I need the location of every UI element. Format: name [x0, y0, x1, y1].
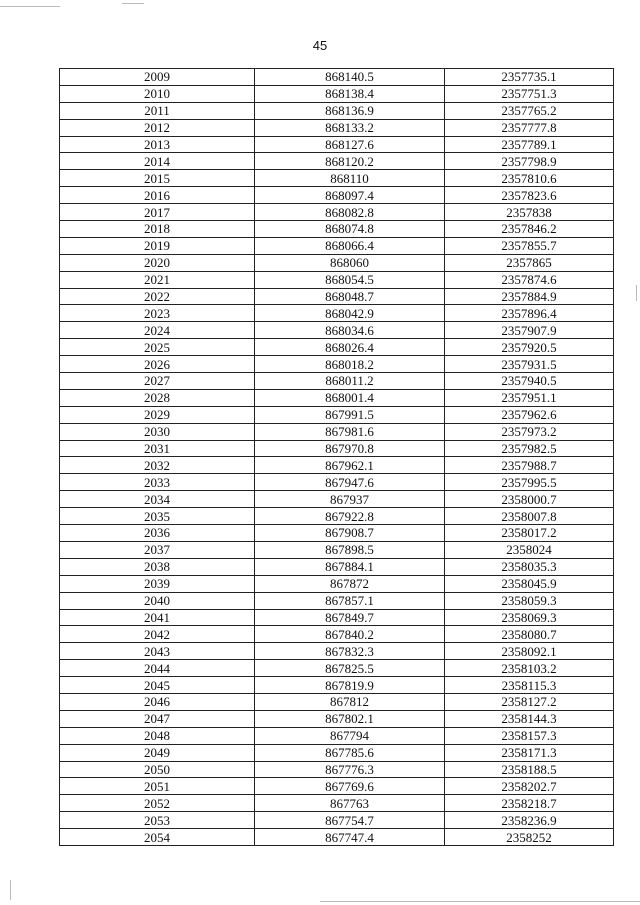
table-row: [60, 237, 614, 254]
table-row: [60, 339, 614, 356]
x-coordinate-cell: 867825.5: [255, 660, 445, 677]
table-row: [60, 795, 614, 812]
x-coordinate-cell: 868054.5: [255, 271, 445, 288]
point-number-cell: 2027: [60, 373, 255, 390]
table-row: [60, 322, 614, 339]
y-coordinate-cell: 2357896.4: [445, 305, 614, 322]
table-row: [60, 204, 614, 221]
table-row: [60, 102, 614, 119]
y-coordinate-cell: 2358035.3: [445, 558, 614, 575]
table-row: [60, 136, 614, 153]
point-number-cell: 2012: [60, 119, 255, 136]
x-coordinate-cell: 867754.7: [255, 812, 445, 829]
point-number-cell: 2054: [60, 829, 255, 846]
table-row: [60, 575, 614, 592]
point-number-cell: 2030: [60, 423, 255, 440]
y-coordinate-cell: 2358157.3: [445, 727, 614, 744]
table-row: [60, 609, 614, 626]
table-row: [60, 829, 614, 846]
table-row: [60, 69, 614, 86]
y-coordinate-cell: 2358017.2: [445, 525, 614, 542]
point-number-cell: 2026: [60, 356, 255, 373]
y-coordinate-cell: 2358115.3: [445, 677, 614, 694]
x-coordinate-cell: 868042.9: [255, 305, 445, 322]
point-number-cell: 2051: [60, 778, 255, 795]
table-row: [60, 744, 614, 761]
table-body: [60, 69, 614, 846]
y-coordinate-cell: 2358171.3: [445, 744, 614, 761]
x-coordinate-cell: 867898.5: [255, 541, 445, 558]
x-coordinate-cell: 867819.9: [255, 677, 445, 694]
x-coordinate-cell: 868048.7: [255, 288, 445, 305]
table-row: [60, 85, 614, 102]
y-coordinate-cell: 2357865: [445, 254, 614, 271]
x-coordinate-cell: 867884.1: [255, 558, 445, 575]
y-coordinate-cell: 2358080.7: [445, 626, 614, 643]
x-coordinate-cell: 867763: [255, 795, 445, 812]
x-coordinate-cell: 867849.7: [255, 609, 445, 626]
point-number-cell: 2049: [60, 744, 255, 761]
y-coordinate-cell: 2358188.5: [445, 761, 614, 778]
x-coordinate-cell: 868074.8: [255, 221, 445, 238]
point-number-cell: 2050: [60, 761, 255, 778]
table-row: [60, 254, 614, 271]
x-coordinate-cell: 867962.1: [255, 457, 445, 474]
table-row: [60, 643, 614, 660]
point-number-cell: 2046: [60, 693, 255, 710]
y-coordinate-cell: 2358069.3: [445, 609, 614, 626]
table-row: [60, 440, 614, 457]
table-row: [60, 660, 614, 677]
table-row: [60, 508, 614, 525]
y-coordinate-cell: 2357810.6: [445, 170, 614, 187]
x-coordinate-cell: 867991.5: [255, 406, 445, 423]
point-number-cell: 2024: [60, 322, 255, 339]
y-coordinate-cell: 2358127.2: [445, 693, 614, 710]
x-coordinate-cell: 867981.6: [255, 423, 445, 440]
point-number-cell: 2023: [60, 305, 255, 322]
y-coordinate-cell: 2357907.9: [445, 322, 614, 339]
scan-artifact-line: [636, 285, 637, 301]
x-coordinate-cell: 868011.2: [255, 373, 445, 390]
table-row: [60, 474, 614, 491]
table-row: [60, 778, 614, 795]
table-row: [60, 221, 614, 238]
y-coordinate-cell: 2357874.6: [445, 271, 614, 288]
point-number-cell: 2053: [60, 812, 255, 829]
x-coordinate-cell: 868097.4: [255, 187, 445, 204]
y-coordinate-cell: 2358103.2: [445, 660, 614, 677]
x-coordinate-cell: 868026.4: [255, 339, 445, 356]
y-coordinate-cell: 2357823.6: [445, 187, 614, 204]
y-coordinate-cell: 2358000.7: [445, 491, 614, 508]
table-row: [60, 541, 614, 558]
table-row: [60, 406, 614, 423]
x-coordinate-cell: 868120.2: [255, 153, 445, 170]
x-coordinate-cell: 868082.8: [255, 204, 445, 221]
point-number-cell: 2029: [60, 406, 255, 423]
y-coordinate-cell: 2357765.2: [445, 102, 614, 119]
y-coordinate-cell: 2357982.5: [445, 440, 614, 457]
y-coordinate-cell: 2357751.3: [445, 85, 614, 102]
point-number-cell: 2015: [60, 170, 255, 187]
table-row: [60, 423, 614, 440]
scan-artifact-line: [0, 6, 60, 7]
point-number-cell: 2039: [60, 575, 255, 592]
point-number-cell: 2013: [60, 136, 255, 153]
point-number-cell: 2044: [60, 660, 255, 677]
point-number-cell: 2038: [60, 558, 255, 575]
point-number-cell: 2034: [60, 491, 255, 508]
table-row: [60, 761, 614, 778]
point-number-cell: 2048: [60, 727, 255, 744]
x-coordinate-cell: 868001.4: [255, 389, 445, 406]
table-row: [60, 373, 614, 390]
table-row: [60, 119, 614, 136]
point-number-cell: 2052: [60, 795, 255, 812]
y-coordinate-cell: 2358236.9: [445, 812, 614, 829]
x-coordinate-cell: 868034.6: [255, 322, 445, 339]
x-coordinate-cell: 867812: [255, 693, 445, 710]
point-number-cell: 2032: [60, 457, 255, 474]
y-coordinate-cell: 2357962.6: [445, 406, 614, 423]
table-row: [60, 677, 614, 694]
table-row: [60, 305, 614, 322]
x-coordinate-cell: 867937: [255, 491, 445, 508]
table-row: [60, 491, 614, 508]
y-coordinate-cell: 2357855.7: [445, 237, 614, 254]
y-coordinate-cell: 2358059.3: [445, 592, 614, 609]
x-coordinate-cell: 867840.2: [255, 626, 445, 643]
table-row: [60, 626, 614, 643]
y-coordinate-cell: 2357846.2: [445, 221, 614, 238]
table-row: [60, 525, 614, 542]
x-coordinate-cell: 867785.6: [255, 744, 445, 761]
point-number-cell: 2021: [60, 271, 255, 288]
y-coordinate-cell: 2358202.7: [445, 778, 614, 795]
scan-artifact-line: [122, 3, 144, 4]
y-coordinate-cell: 2357777.8: [445, 119, 614, 136]
x-coordinate-cell: 867922.8: [255, 508, 445, 525]
y-coordinate-cell: 2358218.7: [445, 795, 614, 812]
x-coordinate-cell: 867908.7: [255, 525, 445, 542]
x-coordinate-cell: 867769.6: [255, 778, 445, 795]
y-coordinate-cell: 2357798.9: [445, 153, 614, 170]
x-coordinate-cell: 868060: [255, 254, 445, 271]
y-coordinate-cell: 2357988.7: [445, 457, 614, 474]
table-row: [60, 558, 614, 575]
x-coordinate-cell: 868136.9: [255, 102, 445, 119]
point-number-cell: 2041: [60, 609, 255, 626]
y-coordinate-cell: 2357920.5: [445, 339, 614, 356]
table-row: [60, 271, 614, 288]
x-coordinate-cell: 867802.1: [255, 710, 445, 727]
table-row: [60, 153, 614, 170]
y-coordinate-cell: 2358024: [445, 541, 614, 558]
table-row: [60, 592, 614, 609]
point-number-cell: 2036: [60, 525, 255, 542]
table-row: [60, 710, 614, 727]
point-number-cell: 2019: [60, 237, 255, 254]
table-row: [60, 693, 614, 710]
x-coordinate-cell: 867970.8: [255, 440, 445, 457]
point-number-cell: 2037: [60, 541, 255, 558]
point-number-cell: 2017: [60, 204, 255, 221]
y-coordinate-cell: 2357838: [445, 204, 614, 221]
point-number-cell: 2045: [60, 677, 255, 694]
coordinates-table: [59, 68, 614, 846]
point-number-cell: 2016: [60, 187, 255, 204]
x-coordinate-cell: 868127.6: [255, 136, 445, 153]
y-coordinate-cell: 2357884.9: [445, 288, 614, 305]
y-coordinate-cell: 2358144.3: [445, 710, 614, 727]
x-coordinate-cell: 867747.4: [255, 829, 445, 846]
x-coordinate-cell: 867857.1: [255, 592, 445, 609]
y-coordinate-cell: 2357789.1: [445, 136, 614, 153]
x-coordinate-cell: 868018.2: [255, 356, 445, 373]
point-number-cell: 2018: [60, 221, 255, 238]
x-coordinate-cell: 867947.6: [255, 474, 445, 491]
point-number-cell: 2010: [60, 85, 255, 102]
point-number-cell: 2014: [60, 153, 255, 170]
table-row: [60, 288, 614, 305]
x-coordinate-cell: 867776.3: [255, 761, 445, 778]
x-coordinate-cell: 868133.2: [255, 119, 445, 136]
y-coordinate-cell: 2358092.1: [445, 643, 614, 660]
point-number-cell: 2028: [60, 389, 255, 406]
y-coordinate-cell: 2357940.5: [445, 373, 614, 390]
page-number: 45: [312, 38, 328, 53]
y-coordinate-cell: 2358252: [445, 829, 614, 846]
y-coordinate-cell: 2357931.5: [445, 356, 614, 373]
table-row: [60, 727, 614, 744]
x-coordinate-cell: 868138.4: [255, 85, 445, 102]
point-number-cell: 2047: [60, 710, 255, 727]
table-row: [60, 187, 614, 204]
y-coordinate-cell: 2357995.5: [445, 474, 614, 491]
table-row: [60, 170, 614, 187]
point-number-cell: 2025: [60, 339, 255, 356]
x-coordinate-cell: 868140.5: [255, 69, 445, 86]
point-number-cell: 2020: [60, 254, 255, 271]
point-number-cell: 2035: [60, 508, 255, 525]
table-row: [60, 457, 614, 474]
point-number-cell: 2022: [60, 288, 255, 305]
point-number-cell: 2011: [60, 102, 255, 119]
table-row: [60, 812, 614, 829]
point-number-cell: 2040: [60, 592, 255, 609]
point-number-cell: 2031: [60, 440, 255, 457]
scan-artifact-line: [320, 901, 640, 902]
point-number-cell: 2043: [60, 643, 255, 660]
point-number-cell: 2009: [60, 69, 255, 86]
y-coordinate-cell: 2358045.9: [445, 575, 614, 592]
y-coordinate-cell: 2357735.1: [445, 69, 614, 86]
x-coordinate-cell: 867832.3: [255, 643, 445, 660]
x-coordinate-cell: 867794: [255, 727, 445, 744]
y-coordinate-cell: 2357973.2: [445, 423, 614, 440]
x-coordinate-cell: 868066.4: [255, 237, 445, 254]
y-coordinate-cell: 2358007.8: [445, 508, 614, 525]
x-coordinate-cell: 867872: [255, 575, 445, 592]
y-coordinate-cell: 2357951.1: [445, 389, 614, 406]
x-coordinate-cell: 868110: [255, 170, 445, 187]
table-row: [60, 389, 614, 406]
scan-artifact-line: [10, 880, 11, 900]
point-number-cell: 2042: [60, 626, 255, 643]
point-number-cell: 2033: [60, 474, 255, 491]
table-row: [60, 356, 614, 373]
